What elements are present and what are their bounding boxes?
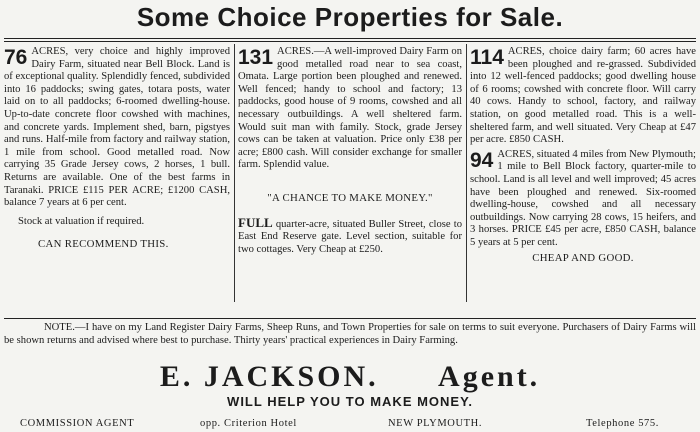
listing-text: ACRES, situated 4 miles from New Plymouth; 1 mile to Bell Block factory, quarter-mile to school. Land is all level and well improved; 45 acres have been ploughed and renewed. Six-roomed dwelling-house, cowshed and all necessary outbuildings. Now carrying 28 cows, 15 heifers, and 3 horses. PRICE £45 per acre, £850 CASH, balance 5 years at 5 per cent. (470, 148, 696, 248)
acreage-number: 131 (238, 46, 274, 69)
listing-114-acres (470, 46, 696, 264)
middle-rule (4, 318, 696, 319)
acreage-number: 94 (470, 148, 494, 172)
listing-text: ACRES.—A well-improved Dairy Farm on good metalled road near to sea coast, Omata. Large portion been ploughed and renewed. Well fenced; handy to school and factory; 13 paddocks, good house of 9 rooms, cowshed and all necessary outbuildings. A well sheltered farm. Would suit man with family. Stock, grade Jersey cows can be taken at valuation. Price only £38 per acre; £800 cash. Will consider exchange for smaller farm. Splendid value. (238, 46, 462, 171)
cheap-note: CHEAP AND GOOD. (532, 251, 634, 264)
footer-location: opp. Criterion Hotel (200, 418, 297, 429)
footer-commission: COMMISSION AGENT (20, 418, 135, 429)
stock-note: Stock at valuation if required. (18, 215, 145, 227)
note-paragraph: NOTE.—I have on my Land Register Dairy Farms, Sheep Runs, and Town Properties for sale on terms to suit everyone. Purchasers of Dairy Farms will be shown returns and advised where best to purchase. Thirty years' practical experiences in Dairy Farming. (4, 322, 696, 346)
agent-word: Agent. (438, 360, 541, 393)
listing-131-acres (238, 46, 462, 256)
agent-name: E. JACKSON. (159, 360, 379, 393)
agent-heading (0, 360, 700, 394)
column-divider (234, 44, 235, 302)
column-divider (466, 44, 467, 302)
footer-town: NEW PLYMOUTH. (388, 418, 483, 429)
listing-text: ACRES, choice dairy farm; 60 acres have been ploughed and re-grassed. Subdivided into 12 well-fenced paddocks; good dwelling house of 6 rooms; cowshed with concrete floor. Will carry 40 cows. Handy to school, factory, and railway station, on good metalled road. This is a well-sheltered farm, and well situated. Very Cheap at £47 per acre. £850 CASH. (470, 46, 696, 146)
acreage-number: 76 (4, 46, 28, 69)
full-word: FULL (238, 214, 273, 230)
tagline: WILL HELP YOU TO MAKE MONEY. (227, 394, 473, 409)
listing-text: ACRES, very choice and highly improved Dairy Farm, situated near Bell Block. Land is of exceptional quality. Splendidly fenced, subdivided into 16 paddocks; swing gates, totara posts, water laid on to all paddocks; 6-roomed dwelling-house. Up-to-date concrete floor cowshed with machines, and concrete yards. Implement shed, barn, pigstyes and runs. Half-mile from factory and railway station, 1 mile from school. Good metalled road. Now carrying 35 Grade Jersey cows, 2 horses, 1 bull. Returns are available. One of the best farms in Taranaki. PRICE £115 PER ACRE; £1200 CASH, balance 7 years at 6 per cent. (4, 46, 230, 209)
top-rule (4, 38, 696, 39)
town-section-listing (238, 214, 462, 257)
top-rule-2 (4, 41, 696, 42)
listing-76-acres (4, 46, 230, 251)
footer-telephone: Telephone 575. (586, 418, 659, 429)
acreage-number: 114 (470, 46, 504, 69)
recommend-note: CAN RECOMMEND THIS. (38, 238, 169, 251)
headline: Some Choice Properties for Sale. (136, 2, 564, 32)
town-section-text: quarter-acre, situated Buller Street, close to East End Reserve gate. Level section, suitable for two cottages. Very Cheap at £250. (238, 218, 462, 255)
chance-heading: "A CHANCE TO MAKE MONEY." (267, 191, 433, 204)
